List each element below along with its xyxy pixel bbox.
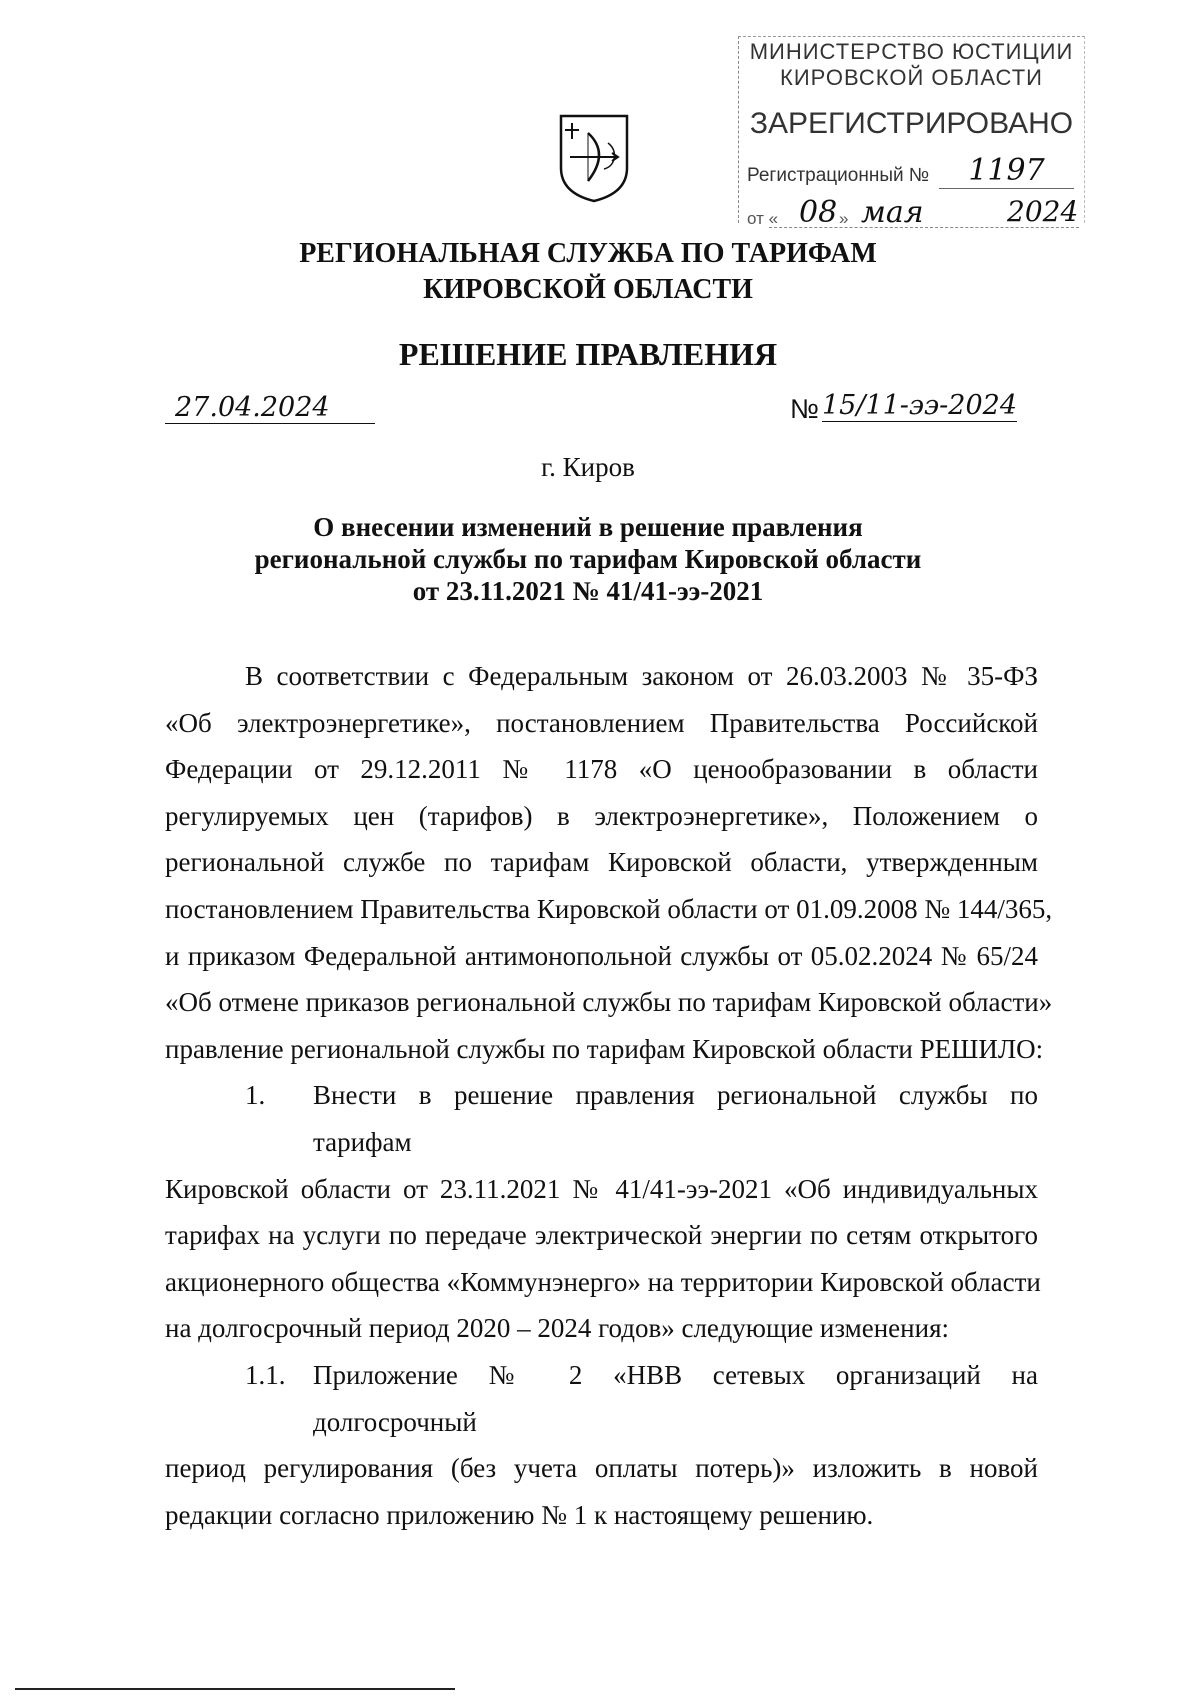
decision-date: 27.04.2024: [165, 392, 375, 424]
preamble-line: постановлением Правительства Кировской области от 01.09.2008 № 144/365,: [165, 893, 1053, 924]
clause-line: Кировской области от 23.11.2021 № 41/41-ээ-2021 «Об индивидуальных: [165, 1173, 1038, 1204]
preamble-line: «Об электроэнергетике», постановлением Правительства Российской: [165, 707, 1038, 738]
clause-line: редакции согласно приложению № 1 к настоящему решению.: [165, 1499, 874, 1530]
preamble-line: В соответствии с Федеральным законом от 26.03.2003 № 35-ФЗ: [245, 661, 1038, 691]
clause-line: период регулирования (без учета оплаты потерь)» изложить в новой: [165, 1453, 1038, 1484]
clause-line: Приложение № 2 «НВВ сетевых организаций на долгосрочный: [313, 1359, 1038, 1437]
stamp-date-prefix: от «: [747, 209, 779, 228]
clause-1: [165, 1072, 1041, 1352]
clause-line: на долгосрочный период 2020 – 2024 годов» следующие изменения:: [165, 1313, 949, 1344]
stamp-reg-label: Регистрационный №: [747, 165, 930, 186]
subject-line2: региональной службы по тарифам Кировской области: [254, 544, 922, 574]
preamble-line: региональной службе по тарифам Кировской области, утвержденным: [165, 847, 1038, 878]
registration-stamp: [738, 36, 1085, 230]
doc-type-title: РЕШЕНИЕ ПРАВЛЕНИЯ: [398, 336, 778, 372]
stamp-region: КИРОВСКОЙ ОБЛАСТИ: [780, 65, 1043, 90]
stamp-status: ЗАРЕГИСТРИРОВАНО: [749, 107, 1074, 140]
org-name-line2: КИРОВСКОЙ ОБЛАСТИ: [423, 274, 753, 305]
clause-number: 1.: [245, 1080, 266, 1111]
org-name-line1: РЕГИОНАЛЬНАЯ СЛУЖБА ПО ТАРИФАМ: [299, 238, 877, 269]
preamble-line: Федерации от 29.12.2011 № 1178 «О ценообразовании в области: [165, 754, 1038, 785]
clause-line: тарифах на услуги по передаче электрической энергии по сетям открытого: [165, 1220, 1038, 1251]
clause-1-1: [165, 1352, 1038, 1538]
preamble-line: правление региональной службы по тарифам Кировской области РЕШИЛО:: [165, 1033, 1044, 1064]
stamp-date-underline: [769, 227, 1079, 228]
preamble-paragraph: [165, 653, 1053, 1072]
stamp-date-month: мая: [861, 195, 924, 230]
clause-line: Внести в решение правления региональной службы по тарифам: [313, 1080, 1038, 1157]
subject-line3: от 23.11.2021 № 41/41-ээ-2021: [412, 576, 764, 606]
clause-line: акционерного общества «Коммунэнерго» на территории Кировской области: [165, 1266, 1041, 1297]
stamp-date-day: 08: [799, 195, 838, 230]
subject-line1: О внесении изменений в решение правления: [313, 512, 863, 542]
city: г. Киров: [541, 452, 635, 482]
preamble-line: и приказом Федеральной антимонопольной службы от 05.02.2024 № 65/24: [165, 940, 1038, 971]
coat-of-arms-emblem: [558, 113, 630, 203]
document-body: [165, 653, 1053, 1538]
stamp-reg-number: 1197: [939, 153, 1074, 189]
preamble-line: «Об отмене приказов региональной службы по тарифам Кировской области»: [165, 987, 1053, 1018]
stamp-date-year: 2024: [1007, 195, 1079, 228]
decision-number: 15/11-ээ-2024: [822, 390, 1018, 421]
footnote-separator: [15, 1688, 455, 1690]
stamp-ministry: МИНИСТЕРСТВО ЮСТИЦИИ: [749, 39, 1074, 64]
decision-number-label: №: [790, 394, 819, 424]
preamble-line: регулируемых цен (тарифов) в электроэнергетике», Положением о: [165, 800, 1038, 831]
stamp-date-sep: »: [839, 209, 849, 228]
clause-number: 1.1.: [245, 1359, 286, 1390]
